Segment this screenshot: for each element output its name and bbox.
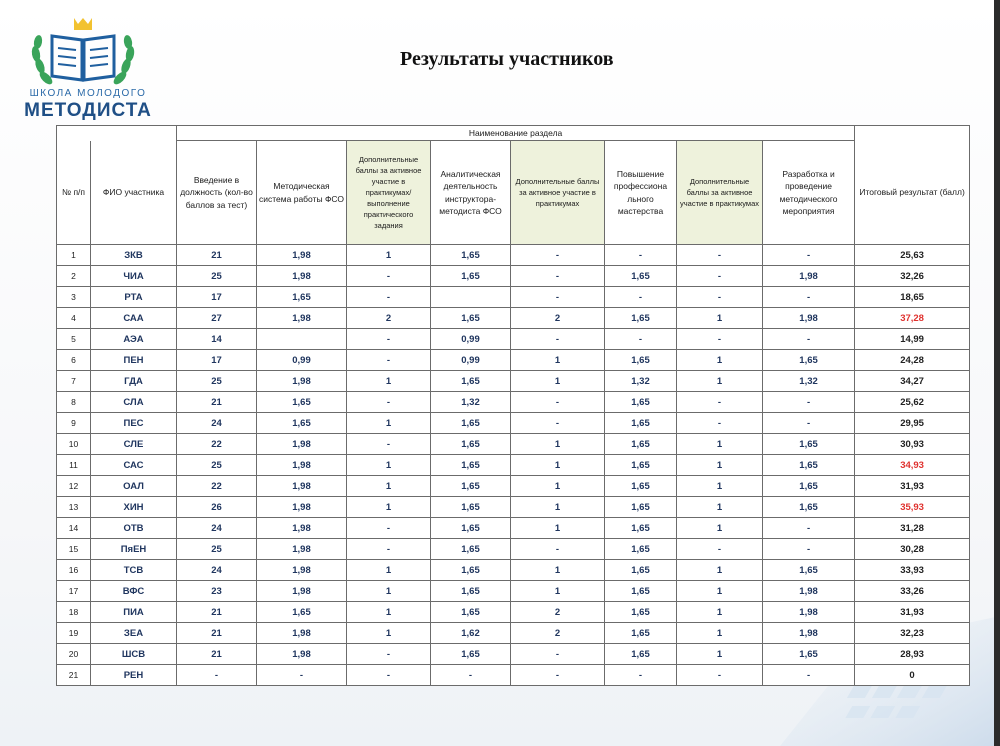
score-cell: 1: [347, 623, 431, 644]
column-header-skills: Повышение профессиона льного мастерства: [605, 141, 677, 245]
score-cell: 1,98: [763, 266, 855, 287]
column-header-number: № п/п: [57, 141, 91, 245]
score-cell: 37,28: [855, 308, 970, 329]
score-cell: 33,93: [855, 560, 970, 581]
score-cell: 1,65: [605, 392, 677, 413]
score-cell: 2: [511, 623, 605, 644]
score-cell: 1,98: [257, 455, 347, 476]
header-blank: [57, 126, 177, 141]
score-cell: -: [511, 539, 605, 560]
participant-name-cell: ХИН: [91, 497, 177, 518]
participant-name-cell: САС: [91, 455, 177, 476]
score-cell: -: [511, 329, 605, 350]
score-cell: -: [605, 665, 677, 686]
score-cell: -: [177, 665, 257, 686]
score-cell: 1,65: [431, 644, 511, 665]
slide-right-edge: [994, 0, 1000, 746]
row-number-cell: 3: [57, 287, 91, 308]
score-cell: 1,65: [257, 413, 347, 434]
score-cell: 1,98: [257, 623, 347, 644]
score-cell: 1: [347, 245, 431, 266]
score-cell: 1: [677, 455, 763, 476]
score-cell: -: [511, 266, 605, 287]
score-cell: 1: [677, 581, 763, 602]
score-cell: 25: [177, 371, 257, 392]
score-cell: 1,98: [257, 434, 347, 455]
table-row: [57, 434, 970, 455]
table-row: [57, 602, 970, 623]
score-cell: 1,65: [605, 539, 677, 560]
score-cell: 22: [177, 476, 257, 497]
score-cell: 1,98: [257, 245, 347, 266]
score-cell: 1,98: [257, 581, 347, 602]
score-cell: 30,93: [855, 434, 970, 455]
score-cell: -: [605, 287, 677, 308]
score-cell: 25,62: [855, 392, 970, 413]
score-cell: 1: [677, 560, 763, 581]
score-cell: 24: [177, 413, 257, 434]
score-cell: 1: [511, 476, 605, 497]
score-cell: 32,23: [855, 623, 970, 644]
score-cell: 1,65: [431, 266, 511, 287]
score-cell: -: [347, 266, 431, 287]
score-cell: -: [347, 518, 431, 539]
score-cell: 17: [177, 287, 257, 308]
score-cell: 24,28: [855, 350, 970, 371]
score-cell: 27: [177, 308, 257, 329]
score-cell: -: [677, 287, 763, 308]
row-number-cell: 16: [57, 560, 91, 581]
score-cell: [257, 329, 347, 350]
table-row: [57, 413, 970, 434]
score-cell: 1,65: [605, 266, 677, 287]
participant-name-cell: ПИА: [91, 602, 177, 623]
score-cell: 1,65: [605, 308, 677, 329]
score-cell: 1,65: [605, 350, 677, 371]
score-cell: 1: [347, 602, 431, 623]
score-cell: 2: [511, 602, 605, 623]
section-header: Наименование раздела: [177, 126, 855, 141]
score-cell: 1,65: [763, 434, 855, 455]
table-row: [57, 350, 970, 371]
score-cell: -: [677, 245, 763, 266]
score-cell: 1,65: [605, 581, 677, 602]
score-cell: 1: [511, 350, 605, 371]
score-cell: 33,26: [855, 581, 970, 602]
score-cell: 0: [855, 665, 970, 686]
score-cell: -: [511, 665, 605, 686]
logo-text-line2: МЕТОДИСТА: [24, 100, 152, 121]
score-cell: 1,65: [605, 518, 677, 539]
score-cell: -: [763, 245, 855, 266]
score-cell: -: [347, 350, 431, 371]
score-cell: 0,99: [431, 350, 511, 371]
table-row: [57, 266, 970, 287]
score-cell: 1,65: [605, 644, 677, 665]
score-cell: 1: [347, 560, 431, 581]
score-cell: 1,65: [431, 476, 511, 497]
score-cell: 1,98: [257, 560, 347, 581]
score-cell: 1,65: [431, 539, 511, 560]
column-header-intro: Введение в должность (кол-во баллов за тест): [177, 141, 257, 245]
header-blank-right: [855, 126, 970, 141]
row-number-cell: 10: [57, 434, 91, 455]
score-cell: 1,65: [763, 455, 855, 476]
score-cell: 21: [177, 392, 257, 413]
table-row: [57, 245, 970, 266]
table-row: [57, 476, 970, 497]
score-cell: -: [763, 518, 855, 539]
score-cell: -: [347, 392, 431, 413]
score-cell: -: [677, 413, 763, 434]
score-cell: 1,65: [431, 434, 511, 455]
results-table: [56, 125, 970, 686]
participant-name-cell: ТСВ: [91, 560, 177, 581]
score-cell: 1: [511, 455, 605, 476]
score-cell: 1,98: [257, 266, 347, 287]
table-row: [57, 623, 970, 644]
participant-name-cell: ПЕН: [91, 350, 177, 371]
score-cell: 1: [511, 371, 605, 392]
score-cell: -: [763, 287, 855, 308]
column-header-bonus-2: Дополнительные баллы за активное участие в практикумах: [511, 141, 605, 245]
score-cell: 1,98: [763, 623, 855, 644]
score-cell: 1: [511, 581, 605, 602]
table-row: [57, 518, 970, 539]
table-row: [57, 497, 970, 518]
row-number-cell: 8: [57, 392, 91, 413]
score-cell: 31,28: [855, 518, 970, 539]
score-cell: -: [257, 665, 347, 686]
score-cell: 1: [347, 413, 431, 434]
score-cell: 25: [177, 266, 257, 287]
score-cell: 35,93: [855, 497, 970, 518]
score-cell: 1,65: [605, 476, 677, 497]
score-cell: -: [605, 329, 677, 350]
row-number-cell: 2: [57, 266, 91, 287]
score-cell: 1: [677, 476, 763, 497]
score-cell: 1,65: [257, 287, 347, 308]
score-cell: 1: [511, 497, 605, 518]
participant-name-cell: ПяЕН: [91, 539, 177, 560]
score-cell: -: [511, 644, 605, 665]
score-cell: 17: [177, 350, 257, 371]
score-cell: -: [347, 539, 431, 560]
score-cell: 21: [177, 602, 257, 623]
score-cell: 1: [677, 371, 763, 392]
row-number-cell: 20: [57, 644, 91, 665]
score-cell: 1: [677, 623, 763, 644]
score-cell: 21: [177, 623, 257, 644]
score-cell: 1,65: [431, 497, 511, 518]
score-cell: 1,65: [763, 350, 855, 371]
row-number-cell: 21: [57, 665, 91, 686]
table-row: [57, 455, 970, 476]
score-cell: 31,93: [855, 602, 970, 623]
score-cell: 2: [347, 308, 431, 329]
score-cell: 1: [677, 497, 763, 518]
table-row: [57, 371, 970, 392]
row-number-cell: 7: [57, 371, 91, 392]
score-cell: 1,65: [431, 602, 511, 623]
score-cell: 1,65: [763, 560, 855, 581]
table-row: [57, 644, 970, 665]
score-cell: 22: [177, 434, 257, 455]
results-table-container: [56, 125, 969, 686]
page-title: Результаты участников: [400, 48, 614, 70]
score-cell: 2: [511, 308, 605, 329]
score-cell: 26: [177, 497, 257, 518]
score-cell: 1,65: [431, 455, 511, 476]
column-header-bonus-3: Дополнительные баллы за активное участие в практикумах: [677, 141, 763, 245]
score-cell: -: [511, 287, 605, 308]
score-cell: 1: [677, 602, 763, 623]
score-cell: 1,98: [763, 581, 855, 602]
score-cell: 1,62: [431, 623, 511, 644]
score-cell: 1,65: [605, 560, 677, 581]
score-cell: 1,98: [257, 497, 347, 518]
score-cell: 1,98: [257, 644, 347, 665]
score-cell: -: [347, 644, 431, 665]
table-row: [57, 581, 970, 602]
row-number-cell: 13: [57, 497, 91, 518]
score-cell: -: [347, 665, 431, 686]
row-number-cell: 15: [57, 539, 91, 560]
score-cell: -: [347, 287, 431, 308]
score-cell: 25,63: [855, 245, 970, 266]
score-cell: 0,99: [257, 350, 347, 371]
score-cell: 1: [347, 581, 431, 602]
participant-name-cell: ЗКВ: [91, 245, 177, 266]
table-row: [57, 308, 970, 329]
score-cell: -: [763, 413, 855, 434]
row-number-cell: 17: [57, 581, 91, 602]
score-cell: 1,65: [257, 602, 347, 623]
score-cell: 1: [677, 434, 763, 455]
table-row: [57, 329, 970, 350]
score-cell: -: [763, 539, 855, 560]
score-cell: 28,93: [855, 644, 970, 665]
score-cell: -: [677, 329, 763, 350]
score-cell: 1: [347, 497, 431, 518]
score-cell: 1,65: [763, 497, 855, 518]
score-cell: 34,27: [855, 371, 970, 392]
score-cell: 1,65: [431, 371, 511, 392]
score-cell: 1,98: [257, 308, 347, 329]
score-cell: 1,32: [605, 371, 677, 392]
score-cell: 25: [177, 539, 257, 560]
score-cell: 1,65: [431, 245, 511, 266]
score-cell: 31,93: [855, 476, 970, 497]
table-row: [57, 392, 970, 413]
score-cell: 30,28: [855, 539, 970, 560]
score-cell: 1,65: [431, 581, 511, 602]
score-cell: -: [677, 266, 763, 287]
score-cell: -: [511, 245, 605, 266]
score-cell: -: [605, 245, 677, 266]
table-row: [57, 665, 970, 686]
score-cell: 18,65: [855, 287, 970, 308]
column-header-analytics: Аналитическая деятельность инструктора-методиста ФСО: [431, 141, 511, 245]
column-header-total: Итоговый результат (балл): [855, 141, 970, 245]
score-cell: 34,93: [855, 455, 970, 476]
book-laurel-crown-icon: [18, 14, 148, 94]
score-cell: 1: [347, 371, 431, 392]
row-number-cell: 14: [57, 518, 91, 539]
participant-name-cell: ОТВ: [91, 518, 177, 539]
participant-name-cell: ОАЛ: [91, 476, 177, 497]
score-cell: -: [763, 665, 855, 686]
score-cell: 29,95: [855, 413, 970, 434]
score-cell: 1: [677, 644, 763, 665]
score-cell: 1,32: [763, 371, 855, 392]
row-number-cell: 6: [57, 350, 91, 371]
column-header-event: Разработка и проведение методического мероприятия: [763, 141, 855, 245]
score-cell: -: [347, 434, 431, 455]
score-cell: 1,65: [605, 602, 677, 623]
score-cell: 1,98: [257, 371, 347, 392]
score-cell: 1,65: [431, 308, 511, 329]
row-number-cell: 1: [57, 245, 91, 266]
logo-text-line1: ШКОЛА МОЛОДОГО: [29, 88, 147, 99]
participant-name-cell: АЭА: [91, 329, 177, 350]
table-row: [57, 539, 970, 560]
column-header-name: ФИО участника: [91, 141, 177, 245]
score-cell: 14: [177, 329, 257, 350]
row-number-cell: 18: [57, 602, 91, 623]
row-number-cell: 12: [57, 476, 91, 497]
score-cell: -: [677, 665, 763, 686]
column-header-method-system: Методическая система работы ФСО: [257, 141, 347, 245]
score-cell: 1: [677, 308, 763, 329]
row-number-cell: 11: [57, 455, 91, 476]
score-cell: 21: [177, 245, 257, 266]
score-cell: 32,26: [855, 266, 970, 287]
score-cell: 1,65: [763, 644, 855, 665]
participant-name-cell: ШСВ: [91, 644, 177, 665]
score-cell: 24: [177, 560, 257, 581]
score-cell: 23: [177, 581, 257, 602]
score-cell: 1,65: [605, 434, 677, 455]
score-cell: -: [431, 665, 511, 686]
score-cell: 1,98: [763, 308, 855, 329]
score-cell: 1,98: [257, 518, 347, 539]
score-cell: 1: [347, 455, 431, 476]
score-cell: -: [677, 539, 763, 560]
score-cell: 1,98: [257, 539, 347, 560]
score-cell: 1: [511, 434, 605, 455]
participant-name-cell: ПЕС: [91, 413, 177, 434]
participant-name-cell: ЧИА: [91, 266, 177, 287]
score-cell: -: [763, 329, 855, 350]
score-cell: 21: [177, 644, 257, 665]
row-number-cell: 4: [57, 308, 91, 329]
participant-name-cell: ЗЕА: [91, 623, 177, 644]
score-cell: 1,65: [431, 560, 511, 581]
score-cell: 1: [677, 518, 763, 539]
participant-name-cell: СЛА: [91, 392, 177, 413]
score-cell: 1,65: [605, 497, 677, 518]
score-cell: 1,65: [431, 413, 511, 434]
participant-name-cell: СЛЕ: [91, 434, 177, 455]
score-cell: -: [511, 392, 605, 413]
score-cell: 1,65: [605, 413, 677, 434]
score-cell: -: [763, 392, 855, 413]
score-cell: 1,65: [431, 518, 511, 539]
score-cell: 1,98: [257, 476, 347, 497]
row-number-cell: 5: [57, 329, 91, 350]
score-cell: 1,98: [763, 602, 855, 623]
score-cell: 1: [511, 560, 605, 581]
participant-name-cell: ВФС: [91, 581, 177, 602]
participant-name-cell: РЕН: [91, 665, 177, 686]
participant-name-cell: САА: [91, 308, 177, 329]
score-cell: 25: [177, 455, 257, 476]
row-number-cell: 9: [57, 413, 91, 434]
score-cell: 1: [347, 476, 431, 497]
score-cell: 1,65: [257, 392, 347, 413]
participant-name-cell: ГДА: [91, 371, 177, 392]
score-cell: 1,32: [431, 392, 511, 413]
score-cell: [431, 287, 511, 308]
score-cell: 0,99: [431, 329, 511, 350]
score-cell: 14,99: [855, 329, 970, 350]
row-number-cell: 19: [57, 623, 91, 644]
column-header-bonus-1: Дополнительные баллы за активное участие в практикумах/ выполнение практического задания: [347, 141, 431, 245]
score-cell: 1,65: [605, 455, 677, 476]
score-cell: 24: [177, 518, 257, 539]
table-row: [57, 287, 970, 308]
score-cell: 1: [677, 350, 763, 371]
score-cell: 1,65: [605, 623, 677, 644]
score-cell: 1: [511, 518, 605, 539]
score-cell: -: [677, 392, 763, 413]
score-cell: -: [347, 329, 431, 350]
score-cell: -: [511, 413, 605, 434]
participant-name-cell: РТА: [91, 287, 177, 308]
table-row: [57, 560, 970, 581]
score-cell: 1,65: [763, 476, 855, 497]
